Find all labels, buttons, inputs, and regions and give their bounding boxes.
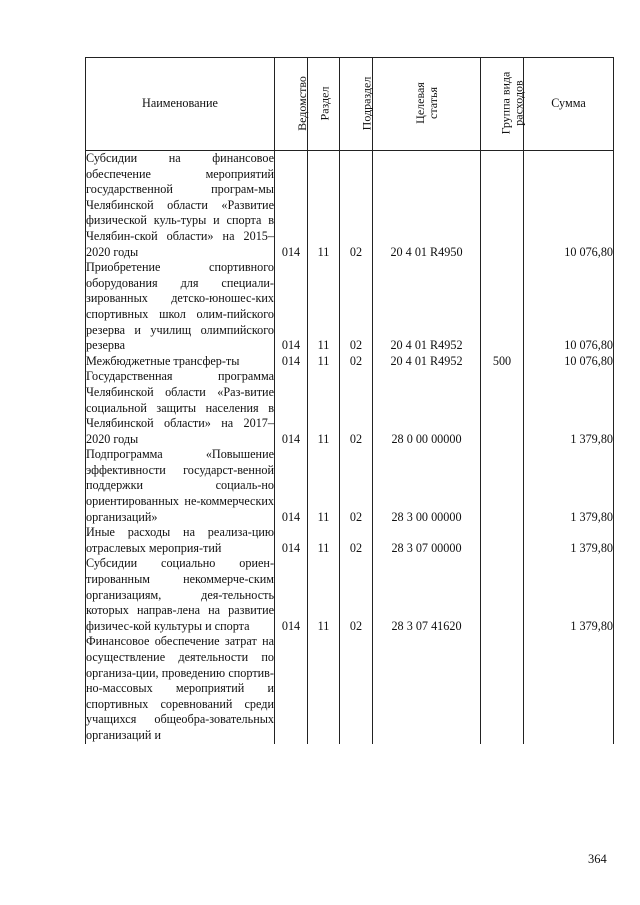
- row-group: 500: [481, 354, 524, 370]
- table-row: [86, 634, 614, 743]
- row-name: Приобретение спортивного оборудования для специали-зированных детско-юношес-ких спортивных школ олим-пийского резерва и училищ олимпийского резерва: [86, 260, 274, 353]
- row-group: [481, 151, 524, 261]
- row-razdel: 11: [308, 151, 340, 261]
- header-name: Наименование: [86, 58, 275, 151]
- row-target: 20 4 01 R4952: [373, 354, 481, 370]
- row-podrazdel: 02: [340, 525, 373, 556]
- row-vedomstvo: 014: [275, 525, 308, 556]
- header-podrazdel: Подраздел: [340, 58, 373, 151]
- row-target: 28 3 00 00000: [373, 447, 481, 525]
- row-target: 20 4 01 R4952: [373, 260, 481, 354]
- row-sum: [524, 634, 614, 743]
- row-group: [481, 556, 524, 634]
- row-name: Иные расходы на реализа-цию отраслевых мероприя-тий: [86, 525, 274, 555]
- row-podrazdel: 02: [340, 369, 373, 447]
- row-podrazdel: 02: [340, 447, 373, 525]
- table-row: [86, 525, 614, 556]
- row-target: [373, 634, 481, 743]
- row-razdel: 11: [308, 354, 340, 370]
- row-sum: 1 379,80: [524, 447, 614, 525]
- row-group: [481, 525, 524, 556]
- budget-table: [85, 57, 614, 744]
- row-razdel: 11: [308, 260, 340, 354]
- row-target: 28 3 07 00000: [373, 525, 481, 556]
- row-vedomstvo: 014: [275, 354, 308, 370]
- row-razdel: 11: [308, 525, 340, 556]
- row-vedomstvo: 014: [275, 260, 308, 354]
- row-razdel: 11: [308, 369, 340, 447]
- table-row: [86, 369, 614, 447]
- row-group: [481, 634, 524, 743]
- row-name: Подпрограмма «Повышение эффективности государст-венной поддержки социаль-но ориентированных не-коммерческих организаций»: [86, 447, 274, 524]
- row-podrazdel: [340, 634, 373, 743]
- table-header-row: [86, 58, 614, 151]
- table-row: [86, 151, 614, 261]
- row-razdel: [308, 634, 340, 743]
- table-row: [86, 354, 614, 370]
- row-group: [481, 369, 524, 447]
- row-vedomstvo: 014: [275, 369, 308, 447]
- row-razdel: 11: [308, 556, 340, 634]
- row-target: 28 0 00 00000: [373, 369, 481, 447]
- header-vedomstvo: Ведомство: [275, 58, 308, 151]
- table-row: [86, 556, 614, 634]
- row-podrazdel: 02: [340, 151, 373, 261]
- row-razdel: 11: [308, 447, 340, 525]
- row-name: Межбюджетные трансфер-ты: [86, 354, 275, 370]
- row-podrazdel: 02: [340, 556, 373, 634]
- row-vedomstvo: [275, 634, 308, 743]
- row-vedomstvo: 014: [275, 556, 308, 634]
- row-vedomstvo: 014: [275, 151, 308, 261]
- header-razdel: Раздел: [308, 58, 340, 151]
- row-podrazdel: 02: [340, 260, 373, 354]
- row-vedomstvo: 014: [275, 447, 308, 525]
- header-target: Целевая статья: [373, 58, 481, 151]
- page-number: 364: [588, 852, 607, 866]
- row-sum: 1 379,80: [524, 556, 614, 634]
- row-target: 28 3 07 41620: [373, 556, 481, 634]
- header-sum: Сумма: [524, 58, 614, 151]
- row-name: Финансовое обеспечение затрат на осуществление деятельности по организа-ции, проведению спортив-но-массовых мероприятий и спортивных соревнований среди учащихся общеобра-зовательных организаций и: [86, 634, 274, 742]
- row-name: Субсидии на финансовое обеспечение мероприятий государственной програм-мы Челябинской области «Развитие физической куль-туры и спорта в Челябин-ской области» на 2015–2020 годы: [86, 151, 274, 259]
- row-name: Государственная программа Челябинской области «Раз-витие социальной защиты населения в Челябинской области» на 2017–2020 годы: [86, 369, 274, 446]
- row-sum: 1 379,80: [524, 369, 614, 447]
- row-sum: 10 076,80: [524, 151, 614, 261]
- row-podrazdel: 02: [340, 354, 373, 370]
- row-name: Субсидии социально ориен-тированным некоммерче-ским организациям, дея-тельность которых направ-лена на развитие физичес-кой культуры и спорта: [86, 556, 274, 633]
- row-sum: 10 076,80: [524, 260, 614, 354]
- header-group: Группа вида расходов: [481, 58, 524, 151]
- table-row: [86, 447, 614, 525]
- row-sum: 10 076,80: [524, 354, 614, 370]
- table-row: [86, 260, 614, 354]
- row-target: 20 4 01 R4950: [373, 151, 481, 261]
- row-group: [481, 447, 524, 525]
- row-sum: 1 379,80: [524, 525, 614, 556]
- row-group: [481, 260, 524, 354]
